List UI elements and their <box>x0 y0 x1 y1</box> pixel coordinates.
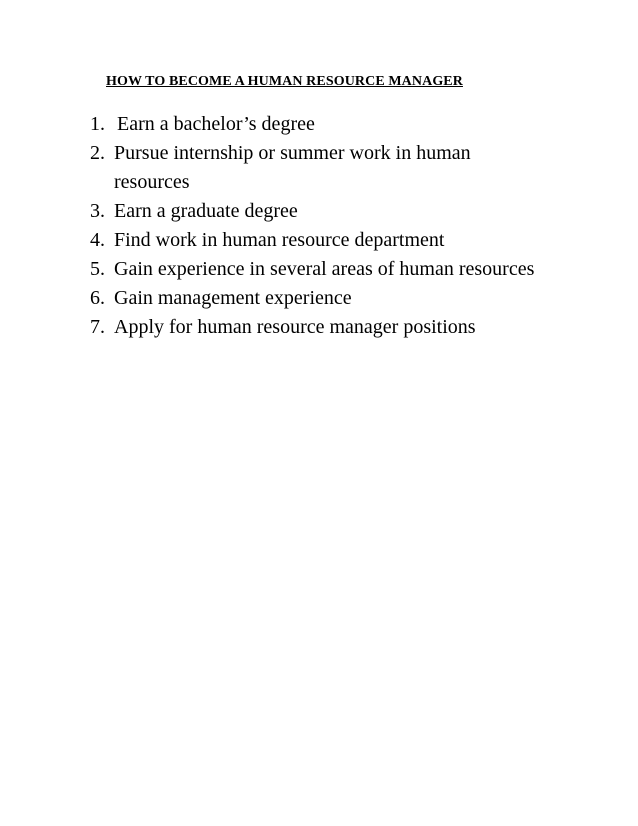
list-item-step-5 <box>90 255 550 284</box>
step-number: 5. <box>90 258 105 280</box>
step-text: Find work in human resource department <box>114 229 445 251</box>
step-number: 7. <box>90 316 105 338</box>
step-number: 6. <box>90 287 105 309</box>
step-number: 4. <box>90 229 105 251</box>
step-number: 3. <box>90 200 105 222</box>
step-text: Apply for human resource manager positions <box>114 316 476 338</box>
list-item-step-4 <box>90 226 550 255</box>
step-text: Gain management experience <box>114 287 352 309</box>
step-text: Gain experience in several areas of human resources <box>114 258 535 280</box>
list-item-step-1 <box>90 110 550 139</box>
list-item-step-7 <box>90 313 550 342</box>
step-text: Pursue internship or summer work in human resources <box>114 142 471 193</box>
step-text: Earn a graduate degree <box>114 200 298 222</box>
step-number: 1. <box>90 113 105 135</box>
document-title: HOW TO BECOME A HUMAN RESOURCE MANAGER <box>106 74 463 89</box>
list-item-step-6 <box>90 284 550 313</box>
list-item-step-2 <box>90 139 550 197</box>
step-text: Earn a bachelor’s degree <box>117 113 315 135</box>
list-item-step-3 <box>90 197 550 226</box>
steps-list <box>90 110 550 342</box>
step-number: 2. <box>90 142 105 164</box>
